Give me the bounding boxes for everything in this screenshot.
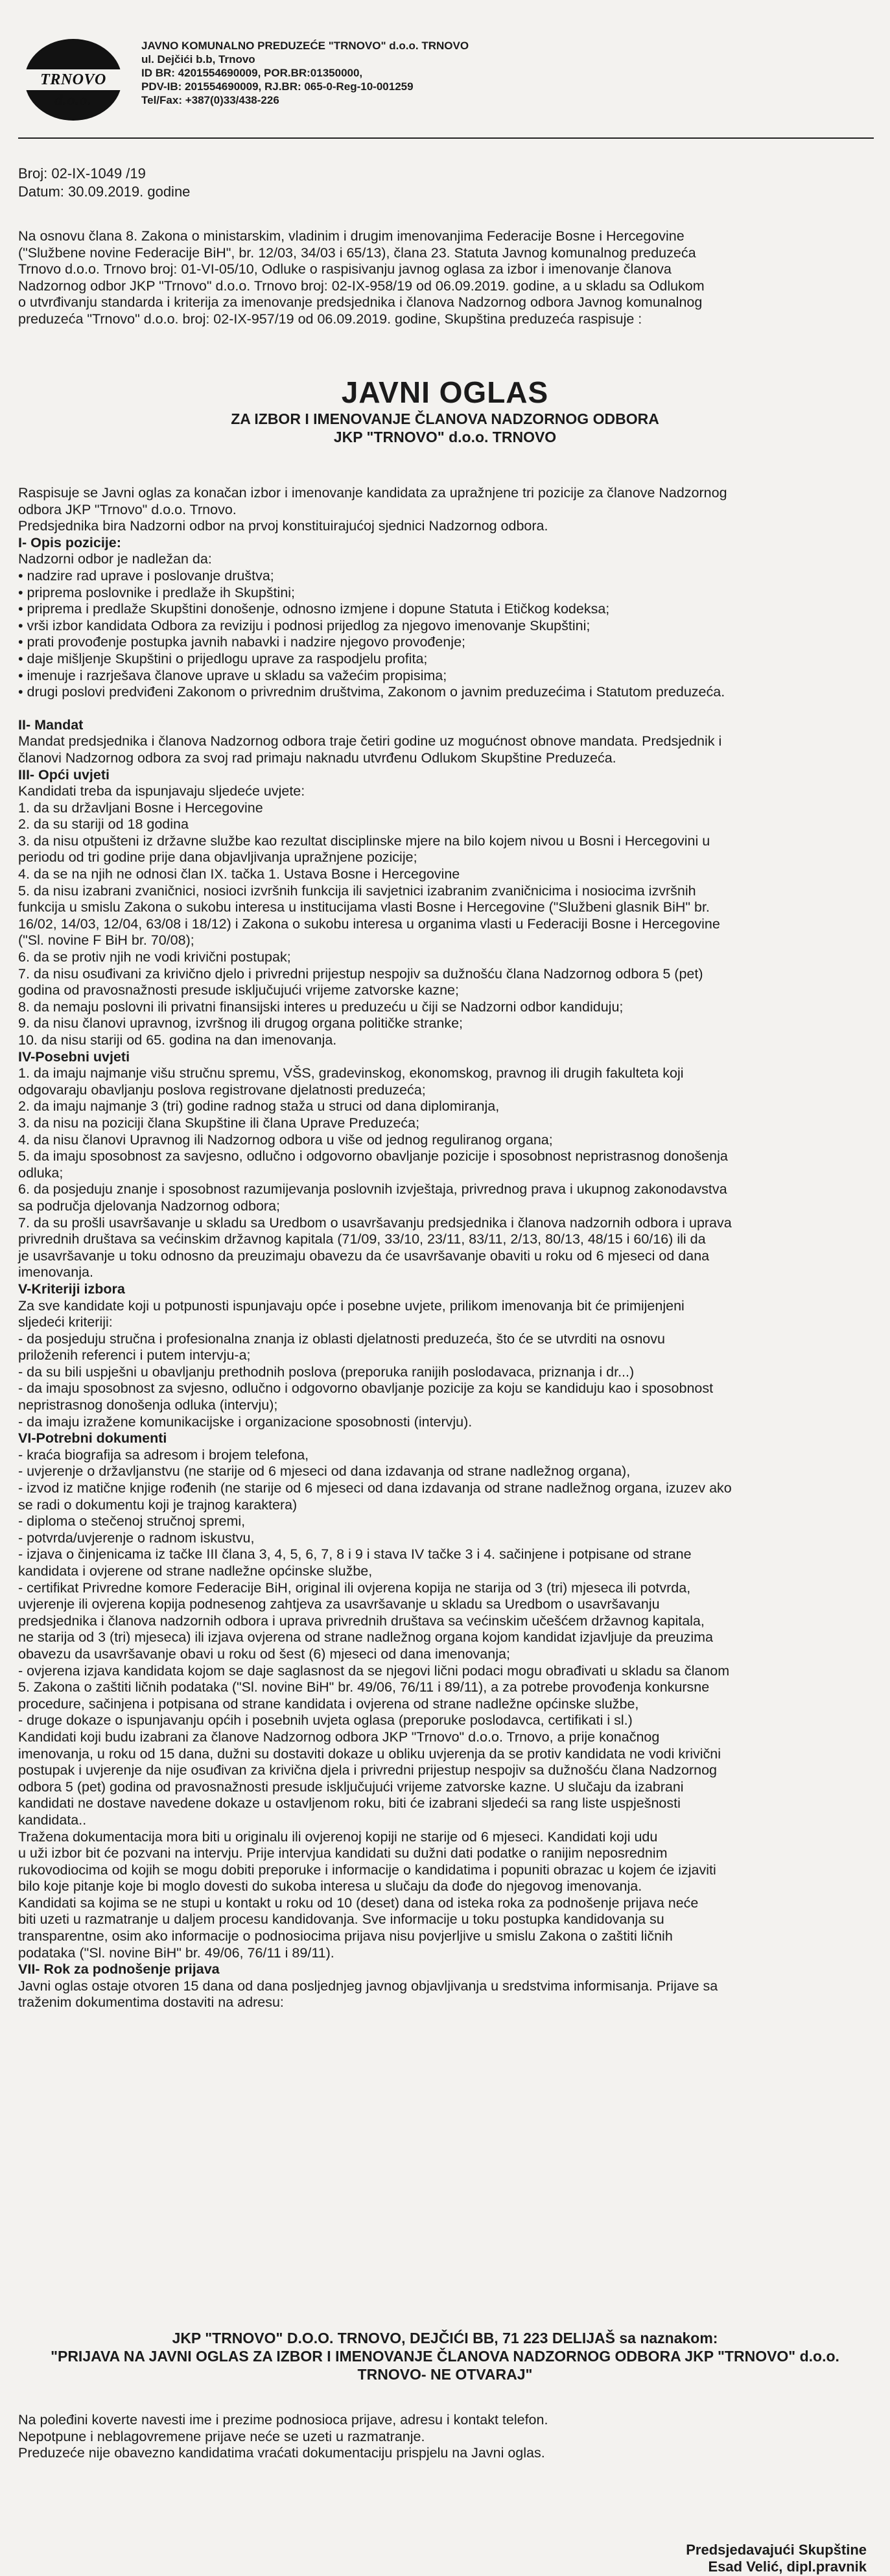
- text-line: sa područja djelovanja Nadzornog odbora;: [18, 1198, 280, 1214]
- text-line: nepristrasnog donošenja odluka (intervju);: [18, 1397, 278, 1413]
- company-logo: [25, 39, 122, 121]
- text-line: Tražena dokumentacija mora biti u originalu ili ovjerenoj kopiji ne starije od 6 mjeseci. Kandidati koji udu: [18, 1828, 658, 1845]
- text-line: odbora 5 (pet) godina od pravosnažnosti presude isključujući vrijeme zatvorske kazne. U slučaju da izabrani: [18, 1778, 684, 1795]
- text-line: - da su bili uspješni u obavljanju prethodnih poslova (preporuka ranijih poslodavaca, priznanja i dr...): [18, 1364, 635, 1380]
- text-line: sljedeći kriteriji:: [18, 1314, 113, 1330]
- text-line: 10. da nisu stariji od 65. godina na dan imenovanja.: [18, 1032, 337, 1048]
- section-6-lines: [18, 1447, 861, 1961]
- company-pdv: PDV-IB: 201554690009, RJ.BR: 065-0-Reg-10-001259: [141, 80, 414, 93]
- text-line: preduzeća "Trnovo" d.o.o. broj: 02-IX-957/19 od 06.09.2019. godine, Skupština preduzeća raspisuje :: [18, 311, 642, 327]
- signature-name: Esad Velić, dipl.pravnik: [708, 2558, 867, 2575]
- section-4-lines: [18, 1065, 861, 1281]
- letterhead: [18, 31, 666, 141]
- closing-notes: [18, 2412, 861, 2462]
- section-2-lines: [18, 733, 861, 766]
- text-line: rukovodiocima od kojih se mogu dobiti preporuke i informacije o kandidatima i popuniti obrazac u kojem će izjaviti: [18, 1861, 716, 1878]
- text-line: 5. Zakona o zaštiti ličnih podataka ("Sl. novine BiH" br. 49/06, 76/11 i 89/11), a za potrebe provođenja konkursne: [18, 1679, 710, 1696]
- text-line: • priprema i predlaže Skupštini donošenje, odnosno izmjene i dopune Statuta i Etičkog kodeksa;: [18, 601, 610, 617]
- text-line: • imenuje i razrješava članove uprave u skladu sa važećim propisima;: [18, 667, 447, 683]
- text-line: • daje mišljenje Skupštini o prijedlogu uprave za raspodjelu profita;: [18, 650, 428, 667]
- text-line: - certifikat Privredne komore Federacije BiH, original ili ovjerena kopija ne starija od 3 (tri) mjeseca ili potvrda,: [18, 1579, 691, 1596]
- text-line: Nadzorni odbor je nadležan da:: [18, 551, 212, 567]
- text-line: je usavršavanje u toku odnosno da preuzimaju obavezu da će usavršavanje obaviti u roku od 6 mjeseci od dana: [18, 1247, 710, 1264]
- section-heading-2: II- Mandat: [18, 716, 84, 733]
- intro-paragraph: [18, 228, 861, 328]
- text-line: Raspisuje se Javni oglas za konačan izbor i imenovanje kandidata za upražnjene tri pozicije za članove Nadzornog: [18, 485, 727, 501]
- header-divider: [18, 137, 874, 139]
- company-address: ul. Dejčići b.b, Trnovo: [141, 53, 255, 65]
- address-line-2: "PRIJAVA NA JAVNI OGLAS ZA IZBOR I IMENOVANJE ČLANOVA NADZORNOG ODBORA JKP "TRNOVO" d.o.o.: [51, 2348, 839, 2365]
- text-line: priloženih referenci i putem intervju-a;: [18, 1347, 251, 1364]
- text-line: • prati provođenje postupka javnih nabavki i nadzire njegovo provođenje;: [18, 634, 466, 650]
- text-line: Za sve kandidate koji u potpunosti ispunjavaju opće i posebne uvjete, prilikom imenovanja bit će primijenjeni: [18, 1297, 685, 1314]
- text-line: predsjednika i članova nadzornih odbora i uprava privrednih društava sa većinskim učešćem državnog kapitala,: [18, 1613, 705, 1629]
- text-line: - da imaju sposobnost za svjesno, odlučno i odgovorno obavljanje pozicije za koju se kandiduju kao i sposobnost: [18, 1380, 714, 1397]
- text-line: odluka;: [18, 1164, 64, 1181]
- text-line: Preduzeće nije obavezno kandidatima vraćati dokumentaciju prispjelu na Javni oglas.: [18, 2445, 545, 2461]
- text-line: Javni oglas ostaje otvoren 15 dana od dana posljednjeg javnog objavljivanja u sredstvima informisanja. Prijave sa: [18, 1978, 718, 1994]
- text-line: 3. da nisu na poziciji člana Skupštine ili člana Uprave Preduzeća;: [18, 1115, 420, 1131]
- text-line: Nadzornog odbor JKP "Trnovo" d.o.o. Trnovo broj: 02-IX-958/19 od 06.09.2019. godine, a u skladu sa Odlukom: [18, 278, 705, 294]
- text-line: procedure, sačinjena i potpisana od strane kandidata i ovjerena od strane nadležne općinske službe,: [18, 1696, 639, 1712]
- text-line: privrednih društava sa većinskim državnog kapitala (71/09, 33/10, 23/11, 83/11, 2/13, 80/13, 48/15 i 60/16) ili da: [18, 1231, 706, 1247]
- text-line: - kraća biografija sa adresom i brojem telefona,: [18, 1447, 309, 1463]
- announcement-body: [18, 485, 861, 2011]
- text-line: članovi Nadzornog odbora za svoj rad primaju naknadu utvrđenu Odlukom Skupštine Preduzeća.: [18, 750, 616, 766]
- text-line: Nepotpune i neblagovremene prijave neće se uzeti u razmatranje.: [18, 2428, 425, 2444]
- text-line: • nadzire rad uprave i poslovanje društva;: [18, 567, 274, 584]
- text-line: Na poleđini koverte navesti ime i prezime podnosioca prijave, adresu i kontakt telefon.: [18, 2412, 548, 2428]
- section-3-lines: [18, 783, 861, 1049]
- text-line: 1. da su državljani Bosne i Hercegovine: [18, 799, 263, 816]
- text-line: imenovanja, u roku od 15 dana, dužni su dostaviti dokaze u obliku uvjerenja da se protiv kandidata ne vodi krivični: [18, 1745, 721, 1762]
- text-line: - da imaju izražene komunikacijske i organizacione sposobnosti (intervju).: [18, 1413, 473, 1430]
- address-line-3: TRNOVO- NE OTVARAJ": [357, 2366, 533, 2383]
- text-line: Kandidati koji budu izabrani za članove Nadzornog odbora JKP "Trnovo" d.o.o. Trnovo, a prije konačnog: [18, 1729, 660, 1745]
- company-phone: Tel/Fax: +387(0)33/438-226: [141, 94, 279, 106]
- text-line: - potvrda/uvjerenje o radnom iskustvu,: [18, 1530, 255, 1546]
- company-name: JAVNO KOMUNALNO PREDUZEĆE "TRNOVO" d.o.o. TRNOVO: [141, 40, 469, 52]
- text-line: 2. da su stariji od 18 godina: [18, 816, 189, 833]
- text-line: u uži izbor bit će pozvani na intervju. Prije intervjua kandidati su dužni dati podatke o ranijim neposrednim: [18, 1845, 668, 1861]
- section-heading-6: VI-Potrebni dokumenti: [18, 1430, 167, 1447]
- submission-address: [0, 2329, 890, 2383]
- text-line: kandidata i ovjerene od strane nadležne općinske službe,: [18, 1563, 373, 1579]
- text-line: - izjava o činjenicama iz tačke III člana 3, 4, 5, 6, 7, 8 i 9 i stava IV tačke 3 i 4. sačinjene i potpisane od strane: [18, 1546, 692, 1563]
- text-line: Na osnovu člana 8. Zakona o ministarskim, vladinim i drugim imenovanjima Federacije Bosne i Hercegovine: [18, 228, 685, 244]
- title-main: JAVNI OGLAS: [341, 375, 549, 409]
- section-5-lines: [18, 1298, 861, 1431]
- document-date: Datum: 30.09.2019. godine: [18, 183, 191, 200]
- text-line: - da posjeduju stručna i profesionalna znanja iz oblasti djelatnosti preduzeća, što će se utvrditi na osnovu: [18, 1330, 665, 1347]
- text-line: 7. da nisu osuđivani za krivično djelo i privredni prijestup nespojiv sa dužnošću člana Nadzornog odbora 5 (pet): [18, 965, 703, 982]
- text-line: Kandidati treba da ispunjavaju sljedeće uvjete:: [18, 783, 305, 799]
- text-line: odbora JKP "Trnovo" d.o.o. Trnovo.: [18, 501, 237, 517]
- intro-section: [18, 485, 861, 535]
- text-line: 8. da nemaju poslovni ili privatni finansijski interes u preduzeću u čiji se Nadzorni odbor kandiduju;: [18, 998, 624, 1015]
- section-heading-3: III- Opći uvjeti: [18, 766, 110, 783]
- signature-role: Predsjedavajući Skupštine: [686, 2542, 867, 2558]
- text-line: 4. da nisu članovi Upravnog ili Nadzornog odbora u više od jednog reguliranog organa;: [18, 1131, 553, 1148]
- text-line: uvjerenje ili ovjerena kopija podnesenog zahtjeva za usavršavanje u skladu sa Uredbom o usavršavanju: [18, 1596, 660, 1613]
- text-line: - diploma o stečenoj stručnoj spremi,: [18, 1513, 246, 1530]
- text-line: biti uzeti u razmatranje u daljem procesu kandidovanja. Sve informacije u toku postupka kandidovanja su: [18, 1911, 664, 1928]
- text-line: imenovanja.: [18, 1264, 93, 1281]
- text-line: - druge dokaze o ispunjavanju općih i posebnih uvjeta oglasa (preporuke poslodavca, certifikati i sl.): [18, 1712, 633, 1729]
- text-line: 9. da nisu članovi upravnog, izvršnog ili drugog organa političke stranke;: [18, 1015, 463, 1032]
- logo-text: TRNOVO d.o.o.: [25, 69, 122, 90]
- text-line: 5. da nisu izabrani zvaničnici, nosioci izvršnih funkcija ili savjetnici izabranim zvaničnicima i nosiocima izvršnih: [18, 882, 696, 899]
- text-line: Trnovo d.o.o. Trnovo broj: 01-VI-05/10, Odluke o raspisivanju javnog oglasa za izbor i imenovanje članova: [18, 261, 672, 278]
- text-line: - ovjerena izjava kandidata kojom se daje saglasnost da se njegovi lični podaci mogu obrađivati u skladu sa članom: [18, 1662, 730, 1679]
- text-line: 1. da imaju najmanje višu stručnu spremu, VŠS, gradevinskog, ekonomskog, pravnog ili drugih fakulteta koji: [18, 1065, 684, 1081]
- text-line: godina od pravosnažnosti presude isključujući vrijeme zatvorske kazne;: [18, 982, 459, 998]
- company-details: [141, 39, 469, 107]
- text-line: 6. da se protiv njih ne vodi krivični postupak;: [18, 949, 291, 965]
- text-line: 4. da se na njih ne odnosi član IX. tačka 1. Ustava Bosne i Hercegovine: [18, 866, 460, 882]
- text-line: bilo koje pitanje koje bi moglo dovesti do sukoba interesa u slučaju da dođe do njegovog imenovanja.: [18, 1878, 642, 1895]
- address-line-1: JKP "TRNOVO" D.O.O. TRNOVO, DEJČIĆI BB, 71 223 DELIJAŠ sa naznakom:: [172, 2330, 718, 2346]
- text-line: Mandat predsjednika i članova Nadzornog odbora traje četiri godine uz mogućnost obnove mandata. Predsjednik i: [18, 733, 722, 750]
- document-number: Broj: 02-IX-1049 /19: [18, 165, 146, 182]
- section-heading-5: V-Kriteriji izbora: [18, 1281, 125, 1297]
- text-line: kandidati ne dostave navedene dokaze u ostavljenom roku, biti će izabrani sljedeći sa rang liste uspješnosti: [18, 1795, 681, 1812]
- text-line: 7. da su prošli usavršavanje u skladu sa Uredbom o usavršavanju predsjednika i članova nadzornih odbora i uprava: [18, 1214, 732, 1231]
- section-heading-1: I- Opis pozicije:: [18, 534, 121, 550]
- text-line: ("Službene novine Federacije BiH", br. 12/03, 34/03 i 65/13), člana 23. Statuta Javnog komunalnog preduzeća: [18, 244, 696, 261]
- text-line: obavezu da usavršavanje obavi u roku od šest (6) mjeseci od dana imenovanja;: [18, 1646, 510, 1662]
- section-1-lines: [18, 551, 861, 700]
- text-line: odgovaraju obavljanju poslova registrovane djelatnosti preduzeća;: [18, 1081, 426, 1098]
- text-line: 5. da imaju sposobnost za savjesno, odlučno i odgovorno obavljanje pozicije i sposobnost nepristrasnog donošenja: [18, 1148, 728, 1164]
- text-line: • drugi poslovi predviđeni Zakonom o privrednim društvima, Zakonom o javnim preduzećima i Statutom preduzeća.: [18, 684, 725, 700]
- text-line: funkcija u smislu Zakona o sukobu interesa u institucijama vlasti Bosne i Hercegovine ("Službeni glasnik BiH" br.: [18, 899, 710, 916]
- text-line: traženim dokumentima dostaviti na adresu:: [18, 1994, 284, 2011]
- title-sub2: JKP "TRNOVO" d.o.o. TRNOVO: [333, 429, 557, 445]
- text-line: postupak i uvjerenje da nije osuđivan za krivična djela i privredni prijestup nespojiv sa dužnošću člana Nadzornog: [18, 1762, 718, 1778]
- text-line: 16/02, 14/03, 12/04, 63/08 i 18/12) i Zakona o sukobu interesa u organima vlasti u Federaciji Bosne i Hercegovine: [18, 916, 720, 932]
- text-line: - uvjerenje o državljanstvu (ne starije od 6 mjeseci od dana izdavanja od strane nadležnog organa),: [18, 1463, 631, 1480]
- text-line: kandidata..: [18, 1812, 87, 1828]
- text-line: ("Sl. novine F BiH br. 70/08);: [18, 932, 194, 949]
- company-id: ID BR: 4201554690009, POR.BR:01350000,: [141, 67, 363, 79]
- section-7-lines: [18, 1978, 861, 2011]
- text-line: 3. da nisu otpušteni iz državne službe kao rezultat disciplinske mjere na bilo kojem nivou u Bosni i Hercegovini u: [18, 833, 710, 849]
- text-line: Kandidati sa kojima se ne stupi u kontakt u roku od 10 (deset) dana od isteka roka za podnošenje prijava neće: [18, 1895, 699, 1911]
- text-line: se radi o dokumentu koji je trajnog karaktera): [18, 1496, 298, 1513]
- text-line: transparentne, osim ako informacije o podnosiocima prijava nisu povjerljive u smislu Zakona o zaštiti ličnih: [18, 1928, 673, 1944]
- text-line: • vrši izbor kandidata Odbora za reviziju i podnosi prijedlog za njegovo imenovanje Skupštini;: [18, 617, 591, 633]
- text-line: o utvrđivanju standarda i kriterija za imenovanje predsjednika i članova Nadzornog odbora Javnog komunalnog: [18, 294, 703, 311]
- document-meta: [18, 165, 190, 201]
- title-sub1: ZA IZBOR I IMENOVANJE ČLANOVA NADZORNOG ODBORA: [231, 410, 659, 427]
- announcement-title: [0, 375, 890, 446]
- text-line: 2. da imaju najmanje 3 (tri) godine radnog staža u struci od dana diplomiranja,: [18, 1098, 500, 1115]
- text-line: podataka ("Sl. novine BiH" br. 49/06, 76/11 i 89/11).: [18, 1944, 334, 1961]
- text-line: ne starija od 3 (tri) mjeseca) ili izjava ovjerena od strane nadležnog organa kojom kandidat izjavljuje da preuzima: [18, 1629, 713, 1646]
- text-line: - izvod iz matične knjige rođenih (ne starije od 6 mjeseci od dana izdavanja od strane nadležnog organa, izuzev ako: [18, 1480, 732, 1496]
- section-heading-4: IV-Posebni uvjeti: [18, 1048, 130, 1065]
- text-line: periodu od tri godine prije dana objavljivanja upražnjene pozicije;: [18, 849, 417, 866]
- signature-block: [686, 2542, 867, 2575]
- text-line: Predsjednika bira Nadzorni odbor na prvoj konstituirajućoj sjednici Nadzornog odbora.: [18, 518, 548, 534]
- section-heading-7: VII- Rok za podnošenje prijava: [18, 1961, 220, 1978]
- text-line: 6. da posjeduju znanje i sposobnost razumijevanja poslovnih izvještaja, privrednog prava i ukupnog zakonodavstva: [18, 1181, 727, 1198]
- text-line: • priprema poslovnike i predlaže ih Skupštini;: [18, 584, 295, 600]
